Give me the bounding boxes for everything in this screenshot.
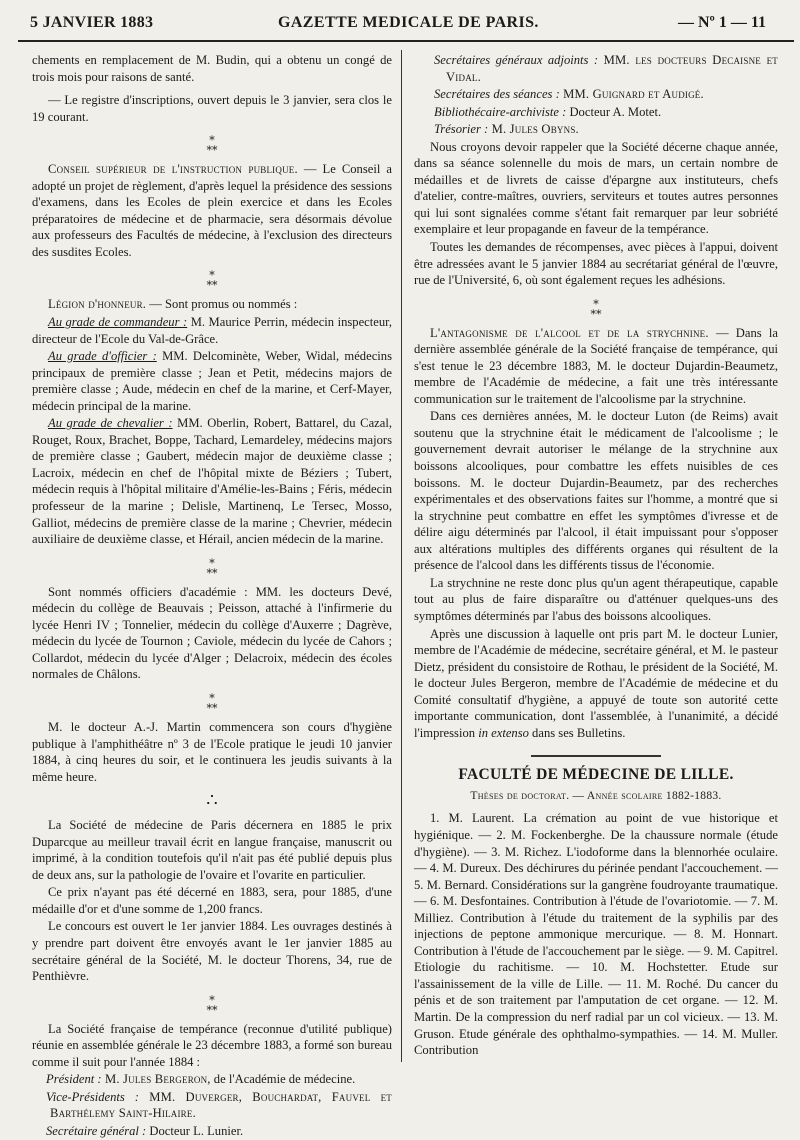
faculty-subheading: Thèses de doctorat. — Année scolaire 1882-1883. — [470, 789, 722, 802]
paragraph-text: MM. Oberlin, Robert, Battarel, du Cazal, Rouget, Roux, Brachet, Boppe, Tachard, Lemardeley, médecins majors de première classe ; Gaubert, médecin major de deuxième classe ; Lacroix, médecin en chef de l'hôpital mixte de Béziers ; Tubert, médecin requis à l'hôpital militaire d'Amélie-les-Bains ; Féris, médecin professeur de la marine ; Delisle, Martinenq, Le Tersec, Mosso, Galliot, médecins de première classe de la marine ; Chevrier, médecin auxiliaire de deuxième classe, et Hérail, ancien médecin de la marine. — [32, 416, 392, 547]
paragraph-text: de l'Académie de médecine. — [210, 1072, 356, 1087]
commandeur-paragraph — [32, 314, 392, 347]
section-heading: L'antagonisme de l'alcool et de la strychnine. — [430, 325, 709, 340]
bureau-line — [414, 86, 778, 103]
paragraph: Ce prix n'ayant pas été décerné en 1883, sera, pour 1885, d'une médaille d'or et d'une somme de 1,200 francs. — [32, 885, 392, 916]
bureau-line — [414, 121, 778, 138]
role-label: Vice-Présidents : — [46, 1089, 139, 1104]
right-column — [414, 52, 778, 1066]
paragraph: La Société française de tempérance (reconnue d'utilité publique) réunie en assemblée générale le 23 décembre 1883, a formé son bureau comme il suit pour l'année 1884 : — [32, 1021, 392, 1069]
asterism-ornament: ⁎ ⁎⁎ — [206, 266, 218, 289]
secretary-line — [32, 1123, 392, 1140]
role-label: Trésorier : — [434, 122, 489, 137]
bureau-line — [414, 104, 778, 121]
paragraph: Le concours est ouvert le 1er janvier 1884. Les ouvrages destinés à y prendre part doivent être envoyés avant le 1er janvier 1885 au secrétaire général de la Société, M. le docteur Thorens, 34, rue de Penthièvre. — [32, 919, 392, 984]
section-heading: Conseil supérieur de l'instruction publique. — [48, 162, 298, 177]
column-divider — [401, 50, 402, 1062]
paragraph-text: dans ses Bulletins. — [528, 725, 626, 740]
person-names: M. Jules Obyns. — [488, 122, 579, 137]
paragraph: Toutes les demandes de récompenses, avec pièces à l'appui, doivent être adressées avant le 5 janvier 1884 au secrétariat général de l'œuvre, rue de l'Université, 6, où sont également reçues les adhésions. — [414, 240, 778, 288]
grade-label: Au grade de commandeur : — [48, 315, 188, 330]
section-heading: Légion d'honneur. — [48, 297, 147, 312]
person-names: MM. Guignard et Audigé. — [559, 87, 704, 102]
paragraph-text: M. Maurice Perrin, médecin inspecteur, directeur de l'Ecole du Val-de-Grâce. — [32, 315, 392, 346]
paragraph-text: Après une discussion à laquelle ont pris part M. le docteur Lunier, membre de l'Académie de médecine, secrétaire général, et M. le pasteur Dietz, président du consistoire de Rothau, le président de la Société, M. le docteur Jules Bergeron, membre de l'Académie de médecine et du Comité consultatif d'hygiène, a appuyé de toute son autorité cette importante communication, dont l'assemblée, à l'unanimité, a décidé l'impression — [414, 626, 778, 740]
person-names: Docteur A. Motet. — [566, 104, 662, 119]
president-line — [32, 1071, 392, 1088]
left-column — [32, 52, 392, 1140]
header-date: 5 JANVIER 1883 — [30, 14, 154, 31]
paragraph: Sont nommés officiers d'académie : MM. les docteurs Devé, médecin du collège de Beauvais ; Peisson, attaché à l'infirmerie du lycée Henri IV ; Tonnelier, médecin du collège d'Auxerre ; Dagrève, médecin du lycée de Tournon ; Caviole, médecin du lycée de Cahors ; Collardot, médecin du lycée d'Alger ; Delacroix, médecin des écoles normales de Châlons. — [32, 584, 392, 682]
role-label: Président : — [46, 1072, 102, 1087]
vice-presidents-line — [32, 1089, 392, 1122]
page-header — [0, 0, 800, 40]
chevalier-paragraph — [32, 415, 392, 547]
discussion-paragraph — [414, 626, 778, 742]
section-separator — [531, 755, 661, 757]
header-title: GAZETTE MEDICALE DE PARIS. — [278, 14, 539, 31]
paragraph-text: Docteur L. Lunier. — [146, 1123, 244, 1138]
person-names: MM. les docteurs Decaisne et Vidal. — [446, 53, 778, 84]
role-label: Bibliothécaire-archiviste : — [434, 104, 567, 119]
asterism-ornament: ⁎ ⁎⁎ — [590, 294, 602, 317]
asterism-ornament: ⁎ ⁎⁎ — [206, 131, 218, 154]
paragraph: M. le docteur A.-J. Martin commencera son cours d'hygiène publique à l'amphithéâtre nº 3 de l'Ecole pratique le jeudi 10 janvier 1884, à cinq heures du soir, et le continuera les jeudis suivants à la même heure. — [32, 719, 392, 784]
paragraph: La strychnine ne reste donc plus qu'un agent thérapeutique, capable tout au plus de faire disparaître ou d'atténuer quelques-uns des symptômes déterminés par l'abus des boissons alcooliques. — [414, 575, 778, 623]
header-rule — [18, 40, 794, 42]
header-issue-number: — Nº 1 — 11 — [678, 14, 766, 31]
role-label: Secrétaire général : — [46, 1123, 147, 1138]
bureau-line — [414, 52, 778, 85]
paragraph-text: — Dans la dernière assemblée générale de la Société française de tempérance, qui s'est tenue le 23 décembre 1883, M. le docteur Dujardin-Beaumetz, membre de l'Académie de médecine, a fait une très intéressante communication sur le traitement de l'alcoolisme par la strychnine. — [414, 325, 778, 406]
paragraph: Nous croyons devoir rappeler que la Société décerne chaque année, dans sa séance solennelle du mois de mars, un certain nombre de médailles et de livrets de caisse d'épargne aux instituteurs, chefs d'atelier, contre-maîtres, ouvriers, serviteurs et toutes autres personnes qui lui sont signalées comme s'étant fait remarquer par leur sobriété exemplaire et leur propagande en faveur de la tempérance. — [414, 139, 778, 237]
paragraph: Dans ces dernières années, M. le docteur Luton (de Reims) avait soutenu que la strychnine était le médicament de l'alcoolisme ; le gouvernement devrait autoriser le mélange de la strychnine aux boissons alcooliques, pour combattre les effets nuisibles de ces boissons. M. le docteur Dujardin-Beaumetz, par des recherches expérimentales et des observations faites sur l'homme, a montré que si la strychnine peut combattre en effet les symptômes d'ivresse et de délire aigu déterminés par l'alcool, il était impuissant pour s'opposer aux altérations multiples des différents organes qui résultent de la présence de l'alcool dans les différents tissus de l'économie. — [414, 409, 778, 573]
conseil-paragraph — [32, 161, 392, 260]
paragraph: chements en remplacement de M. Budin, qui a obtenu un congé de trois mois pour raisons de santé. — [32, 53, 392, 84]
role-label: Secrétaires généraux adjoints : — [434, 53, 599, 67]
paragraph: La Société de médecine de Paris décernera en 1885 le prix Duparcque au meilleur travail écrit en langue française, manuscrit ou imprimé, à la condition toutefois qu'il n'ait pas été publié depuis plus de deux ans, sur la pathologie de l'ovaire et l'ovarite en particulier. — [32, 818, 392, 882]
asterism-ornament: ⁎ ⁎⁎ — [206, 553, 218, 576]
officier-paragraph — [32, 348, 392, 414]
person-names: MM. Duverger, Bouchardat, Fauvel et Barthélemy Saint-Hilaire. — [50, 1089, 393, 1121]
theses-list: 1. M. Laurent. La crémation au point de vue historique et hygiénique. — 2. M. Fockenberghe. De la chaussure normale (étude d'hygiène). — 3. M. Richez. L'iodoforme dans la blennorhée oculaire. — 4. M. Dureux. Des déchirures du périnée pendant l'accouchement. — 5. M. Bernard. Considérations sur la gangrène foudroyante traumatique. — 6. M. Desfontaines. Contribution à l'étude de l'ovariotomie. — 7. M. Milliez. Contribution à l'étude du traitement de la syphilis par des injections de peptone ammonique mercurique. — 8. M. Honnart. Contribution à l'étude de l'accouchement par le siège. — 9. M. Capitrel. Etiologie du rachitisme. — 10. M. Hochstetter. Etude sur l'assainissement de la ville de Lille. — 11. M. Roché. Du cancer du pénis et de son traitement par l'amputation de cet organe. — 12. M. Martin. De la compression du nerf radial par un col vicieux. — 13. M. Gruson. Etude générale des ophthalmo-sympathies. — 14. M. Muller. Contribution — [414, 811, 778, 1058]
faculty-heading: FACULTÉ DE MÉDECINE DE LILLE. — [458, 766, 734, 784]
paragraph-text: — Sont promus ou nommés : — [146, 297, 298, 312]
role-label: Secrétaires des séances : — [434, 87, 560, 102]
person-name: M. Jules Bergeron, — [101, 1072, 211, 1087]
dots-ornament: ∴ — [206, 790, 218, 811]
asterism-ornament: ⁎ ⁎⁎ — [206, 990, 218, 1013]
asterism-ornament: ⁎ ⁎⁎ — [206, 688, 218, 711]
legion-paragraph — [32, 296, 392, 313]
paragraph-text: — Le Conseil a adopté un projet de règlement, d'après lequel la présidence des sessions d'examens, dans les Ecoles de plein exercice et dans les Ecoles préparatoires de médecine et de pharmacie, sera désormais dévolue aux professeurs des Facultés de médecine, à l'exclusion des directeurs des susdites Ecoles. — [32, 162, 392, 259]
grade-label: Au grade de chevalier : — [48, 416, 173, 431]
antagonisme-paragraph — [414, 325, 778, 408]
grade-label: Au grade d'officier : — [48, 349, 157, 364]
italic-phrase: in extenso — [475, 725, 529, 740]
paragraph: — Le registre d'inscriptions, ouvert depuis le 3 janvier, sera clos le 19 courant. — [32, 93, 392, 124]
paragraph-text: MM. Delcominète, Weber, Widal, médecins principaux de première classe ; Jean et Petit, médecins majors de première classe ; Aude, médecin en chef de la marine, et Cerf-Mayer, médecin principal de la marine. — [32, 349, 392, 413]
